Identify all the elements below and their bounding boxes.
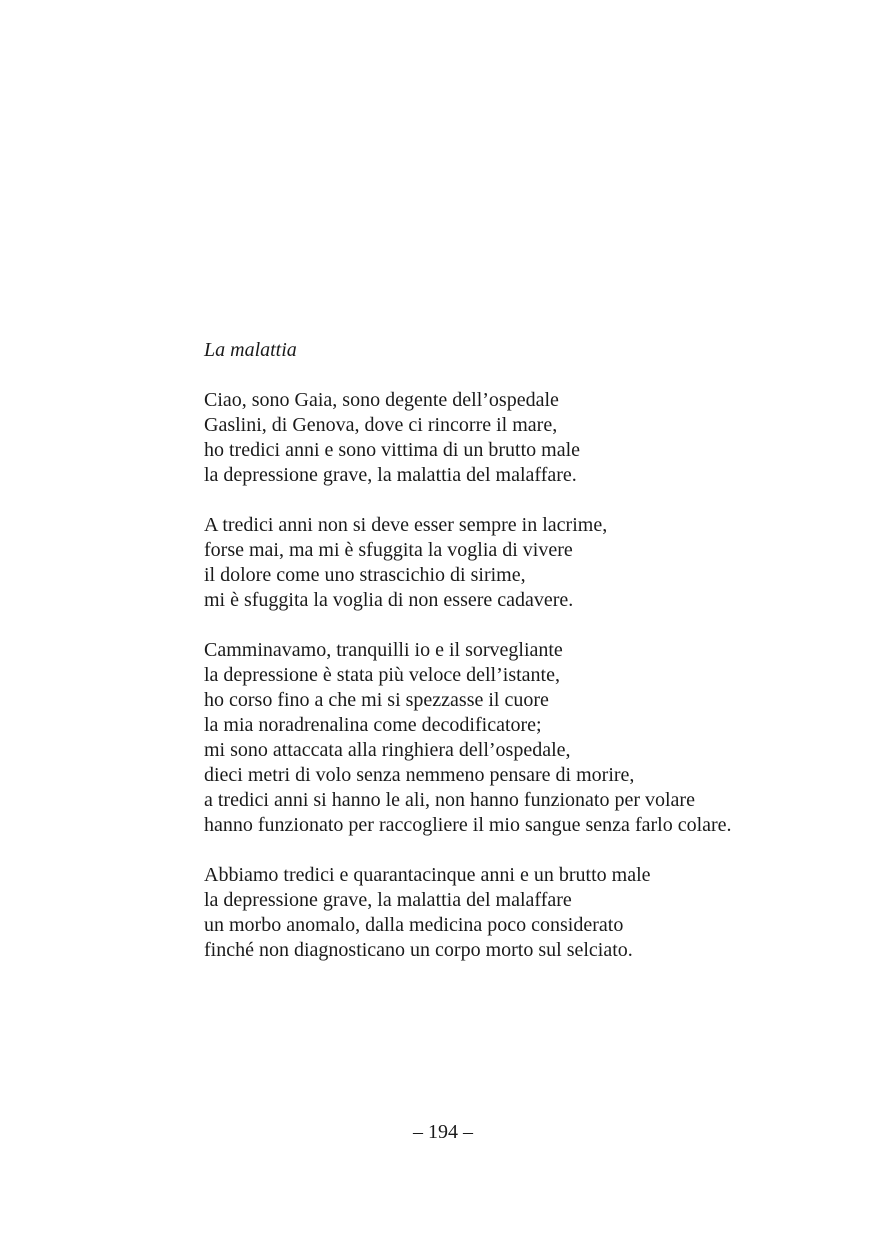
poem-line: forse mai, ma mi è sfuggita la voglia di vivere	[204, 539, 573, 561]
poem-line: ho tredici anni e sono vittima di un brutto male	[204, 439, 581, 461]
poem-line: la depressione grave, la malattia del malaffare	[204, 889, 572, 911]
poem-line: a tredici anni si hanno le ali, non hanno funzionato per volare	[204, 789, 695, 811]
poem-line: dieci metri di volo senza nemmeno pensare di morire,	[204, 764, 635, 786]
poem-line: Ciao, sono Gaia, sono degente dell’ospedale	[204, 389, 559, 411]
stanza	[204, 638, 844, 838]
stanza	[204, 388, 844, 488]
poem-line: la depressione è stata più veloce dell’istante,	[204, 664, 560, 686]
poem-line: un morbo anomalo, dalla medicina poco considerato	[204, 914, 624, 936]
poem-line: il dolore come uno strascichio di sirime,	[204, 564, 526, 586]
poem-line: Abbiamo tredici e quarantacinque anni e un brutto male	[204, 864, 651, 886]
poem	[204, 338, 844, 988]
poem-line: ho corso fino a che mi si spezzasse il cuore	[204, 689, 549, 711]
poem-line: finché non diagnosticano un corpo morto sul selciato.	[204, 939, 633, 961]
stanza	[204, 513, 844, 613]
poem-line: mi sono attaccata alla ringhiera dell’ospedale,	[204, 739, 571, 761]
poem-line: la mia noradrenalina come decodificatore;	[204, 714, 542, 736]
poem-line: la depressione grave, la malattia del malaffare.	[204, 464, 577, 486]
poem-line: hanno funzionato per raccogliere il mio sangue senza farlo colare.	[204, 814, 732, 836]
poem-line: A tredici anni non si deve esser sempre in lacrime,	[204, 514, 608, 536]
poem-line: mi è sfuggita la voglia di non essere cadavere.	[204, 589, 574, 611]
page-number: – 194 –	[413, 1121, 473, 1143]
stanza	[204, 863, 844, 963]
poem-line: Camminavamo, tranquilli io e il sorvegliante	[204, 639, 563, 661]
poem-line: Gaslini, di Genova, dove ci rincorre il mare,	[204, 414, 558, 436]
poem-title: La malattia	[204, 339, 297, 361]
